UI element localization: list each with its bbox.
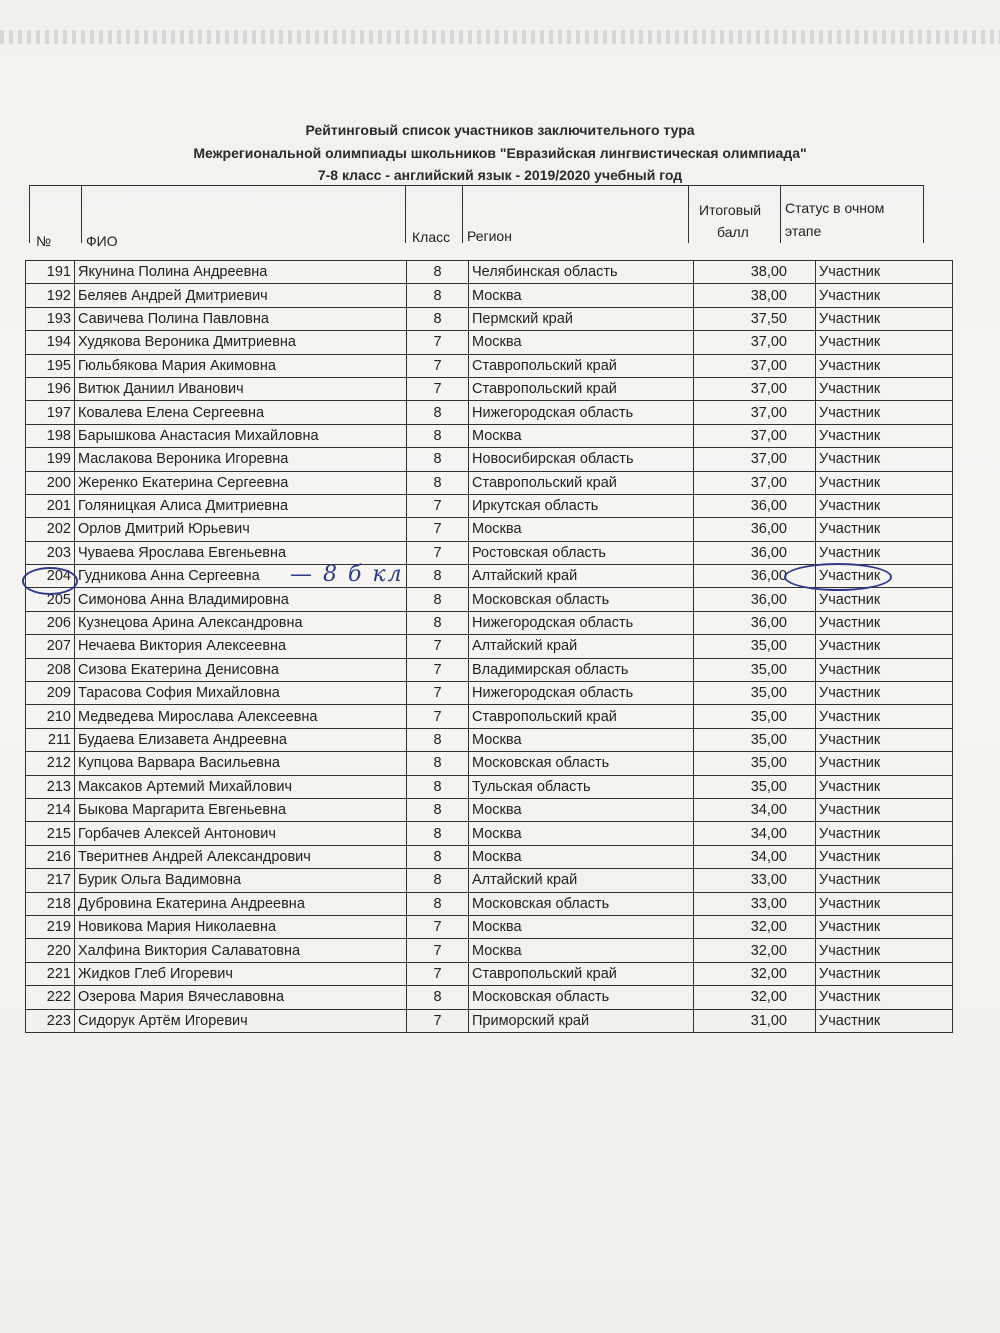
region-cell: Московская область (469, 752, 694, 775)
region-cell: Ставропольский край (469, 962, 694, 985)
handwritten-circle-status (784, 563, 892, 591)
region-cell: Ставропольский край (469, 377, 694, 400)
region-cell: Новосибирская область (469, 448, 694, 471)
score-cell: 35,00 (694, 752, 816, 775)
fio-cell: Халфина Виктория Салаватовна (75, 939, 407, 962)
score-cell: 36,00 (694, 541, 816, 564)
row-number-cell: 195 (26, 354, 75, 377)
status-cell: Участник (816, 565, 953, 588)
class-cell: 8 (407, 565, 469, 588)
fio-cell: Барышкова Анастасия Михайловна (75, 424, 407, 447)
table-row (26, 331, 953, 354)
region-cell: Алтайский край (469, 565, 694, 588)
status-cell: Участник (816, 752, 953, 775)
class-cell: 7 (407, 518, 469, 541)
class-cell: 7 (407, 939, 469, 962)
class-cell: 8 (407, 401, 469, 424)
region-cell: Москва (469, 915, 694, 938)
header-score-label-2: балл (717, 224, 749, 240)
region-cell: Москва (469, 798, 694, 821)
region-cell: Тульская область (469, 775, 694, 798)
fio-cell: Беляев Андрей Дмитриевич (75, 284, 407, 307)
handwritten-circle-row-number (22, 567, 78, 595)
fio-cell: Сизова Екатерина Денисовна (75, 658, 407, 681)
row-number-cell: 218 (26, 892, 75, 915)
row-number-cell: 219 (26, 915, 75, 938)
fio-cell: Быкова Маргарита Евгеньевна (75, 798, 407, 821)
status-cell: Участник (816, 1009, 953, 1032)
score-cell: 37,00 (694, 424, 816, 447)
table-row (26, 494, 953, 517)
class-cell: 7 (407, 962, 469, 985)
score-cell: 32,00 (694, 962, 816, 985)
score-cell: 37,00 (694, 354, 816, 377)
status-cell: Участник (816, 892, 953, 915)
class-cell: 7 (407, 1009, 469, 1032)
status-cell: Участник (816, 611, 953, 634)
fio-cell: Тверитнев Андрей Александрович (75, 845, 407, 868)
class-cell: 8 (407, 471, 469, 494)
row-number-cell: 205 (26, 588, 75, 611)
row-number-cell: 214 (26, 798, 75, 821)
results-table-body (26, 261, 953, 1033)
score-cell: 35,00 (694, 635, 816, 658)
score-cell: 35,00 (694, 682, 816, 705)
fio-cell: Тарасова София Михайловна (75, 682, 407, 705)
fio-cell: Купцова Варвара Васильевна (75, 752, 407, 775)
handwritten-note: — 8 б кл (290, 562, 404, 587)
table-row (26, 869, 953, 892)
status-cell: Участник (816, 822, 953, 845)
score-cell: 38,00 (694, 261, 816, 284)
fio-cell: Сидорук Артём Игоревич (75, 1009, 407, 1032)
status-cell: Участник (816, 798, 953, 821)
score-cell: 38,00 (694, 284, 816, 307)
table-row (26, 307, 953, 330)
class-cell: 8 (407, 728, 469, 751)
status-cell: Участник (816, 424, 953, 447)
fio-cell: Жидков Глеб Игоревич (75, 962, 407, 985)
table-row (26, 845, 953, 868)
table-row (26, 775, 953, 798)
region-cell: Нижегородская область (469, 401, 694, 424)
header-fio (81, 186, 405, 249)
class-cell: 8 (407, 261, 469, 284)
score-cell: 31,00 (694, 1009, 816, 1032)
status-cell: Участник (816, 471, 953, 494)
row-number-cell: 216 (26, 845, 75, 868)
fio-cell: Маслакова Вероника Игоревна (75, 448, 407, 471)
table-row (26, 1009, 953, 1032)
status-cell: Участник (816, 401, 953, 424)
class-cell: 7 (407, 635, 469, 658)
status-cell: Участник (816, 986, 953, 1009)
class-cell: 8 (407, 798, 469, 821)
header-score-label-1: Итоговый (699, 202, 762, 218)
row-number-cell: 217 (26, 869, 75, 892)
row-number-cell: 215 (26, 822, 75, 845)
score-cell: 36,00 (694, 588, 816, 611)
table-row (26, 424, 953, 447)
region-cell: Челябинская область (469, 261, 694, 284)
class-cell: 8 (407, 775, 469, 798)
row-number-cell: 221 (26, 962, 75, 985)
class-cell: 7 (407, 705, 469, 728)
status-cell: Участник (816, 962, 953, 985)
score-cell: 36,00 (694, 518, 816, 541)
fio-cell: Голяницкая Алиса Дмитриевна (75, 494, 407, 517)
class-cell: 8 (407, 845, 469, 868)
table-row (26, 518, 953, 541)
region-cell: Москва (469, 822, 694, 845)
row-number-cell: 223 (26, 1009, 75, 1032)
table-row (26, 798, 953, 821)
class-cell: 7 (407, 354, 469, 377)
table-row (26, 284, 953, 307)
fio-cell: Гюльбякова Мария Акимовна (75, 354, 407, 377)
class-cell: 7 (407, 915, 469, 938)
region-cell: Москва (469, 845, 694, 868)
status-cell: Участник (816, 635, 953, 658)
row-number-cell: 211 (26, 728, 75, 751)
header-region (462, 186, 688, 243)
header-status (780, 186, 923, 243)
status-cell: Участник (816, 518, 953, 541)
row-number-cell: 208 (26, 658, 75, 681)
fio-cell: Ковалева Елена Сергеевна (75, 401, 407, 424)
fio-cell: Жеренко Екатерина Сергеевна (75, 471, 407, 494)
fio-cell: Нечаева Виктория Алексеевна (75, 635, 407, 658)
class-cell: 8 (407, 448, 469, 471)
status-cell: Участник (816, 448, 953, 471)
region-cell: Москва (469, 331, 694, 354)
class-cell: 8 (407, 284, 469, 307)
status-cell: Участник (816, 354, 953, 377)
class-cell: 7 (407, 331, 469, 354)
class-cell: 7 (407, 682, 469, 705)
fio-cell: Гудникова Анна Сергеевна (75, 565, 407, 588)
row-number-cell: 191 (26, 261, 75, 284)
score-cell: 35,00 (694, 728, 816, 751)
row-number-cell: 200 (26, 471, 75, 494)
fio-cell: Бурик Ольга Вадимовна (75, 869, 407, 892)
header-no-label: № (36, 233, 52, 249)
row-number-cell: 213 (26, 775, 75, 798)
results-table (25, 260, 953, 1033)
status-cell: Участник (816, 331, 953, 354)
fio-cell: Озерова Мария Вячеславовна (75, 986, 407, 1009)
status-cell: Участник (816, 845, 953, 868)
table-row (26, 611, 953, 634)
score-cell: 37,00 (694, 377, 816, 400)
row-number-cell: 202 (26, 518, 75, 541)
header-score (688, 186, 780, 243)
score-cell: 35,00 (694, 775, 816, 798)
region-cell: Нижегородская область (469, 682, 694, 705)
region-cell: Москва (469, 424, 694, 447)
region-cell: Ставропольский край (469, 471, 694, 494)
document-title-line-2: Межрегиональной олимпиады школьников "Евразийская лингвистическая олимпиада" (193, 145, 807, 161)
header-status-label-2: этапе (785, 223, 822, 239)
table-row (26, 448, 953, 471)
score-cell: 32,00 (694, 939, 816, 962)
class-cell: 8 (407, 588, 469, 611)
status-cell: Участник (816, 588, 953, 611)
region-cell: Владимирская область (469, 658, 694, 681)
score-cell: 32,00 (694, 915, 816, 938)
region-cell: Иркутская область (469, 494, 694, 517)
document-title-line-3: 7-8 класс - английский язык - 2019/2020 учебный год (317, 167, 683, 183)
class-cell: 8 (407, 892, 469, 915)
row-number-cell: 194 (26, 331, 75, 354)
region-cell: Ростовская область (469, 541, 694, 564)
table-row (26, 658, 953, 681)
class-cell: 8 (407, 307, 469, 330)
header-fio-label: ФИО (86, 233, 118, 249)
score-cell: 33,00 (694, 892, 816, 915)
region-cell: Нижегородская область (469, 611, 694, 634)
table-header (29, 185, 924, 249)
class-cell: 8 (407, 869, 469, 892)
score-cell: 35,00 (694, 658, 816, 681)
status-cell: Участник (816, 541, 953, 564)
row-number-cell: 209 (26, 682, 75, 705)
score-cell: 36,00 (694, 611, 816, 634)
header-class (405, 186, 462, 243)
score-cell: 37,00 (694, 401, 816, 424)
fio-cell: Дубровина Екатерина Андреевна (75, 892, 407, 915)
score-cell: 32,00 (694, 986, 816, 1009)
table-row (26, 962, 953, 985)
class-cell: 8 (407, 424, 469, 447)
score-cell: 34,00 (694, 822, 816, 845)
table-row (26, 635, 953, 658)
fio-cell: Кузнецова Арина Александровна (75, 611, 407, 634)
status-cell: Участник (816, 869, 953, 892)
score-cell: 37,00 (694, 448, 816, 471)
row-number-cell: 210 (26, 705, 75, 728)
region-cell: Московская область (469, 892, 694, 915)
status-cell: Участник (816, 377, 953, 400)
score-cell: 37,00 (694, 331, 816, 354)
region-cell: Ставропольский край (469, 354, 694, 377)
perforation-strip (0, 30, 1000, 44)
table-row (26, 892, 953, 915)
region-cell: Москва (469, 728, 694, 751)
status-cell: Участник (816, 775, 953, 798)
region-cell: Приморский край (469, 1009, 694, 1032)
score-cell: 36,00 (694, 565, 816, 588)
region-cell: Пермский край (469, 307, 694, 330)
table-row (26, 377, 953, 400)
region-cell: Алтайский край (469, 635, 694, 658)
class-cell: 7 (407, 541, 469, 564)
fio-cell: Медведева Мирослава Алексеевна (75, 705, 407, 728)
class-cell: 7 (407, 494, 469, 517)
score-cell: 36,00 (694, 494, 816, 517)
table-row (26, 401, 953, 424)
region-cell: Москва (469, 518, 694, 541)
row-number-cell: 192 (26, 284, 75, 307)
status-cell: Участник (816, 658, 953, 681)
score-cell: 34,00 (694, 845, 816, 868)
table-row (26, 261, 953, 284)
class-cell: 8 (407, 752, 469, 775)
region-cell: Алтайский край (469, 869, 694, 892)
status-cell: Участник (816, 307, 953, 330)
fio-cell: Чуваева Ярослава Евгеньевна (75, 541, 407, 564)
table-row (26, 915, 953, 938)
status-cell: Участник (816, 284, 953, 307)
score-cell: 34,00 (694, 798, 816, 821)
header-region-label: Регион (467, 228, 512, 244)
row-number-cell: 201 (26, 494, 75, 517)
row-number-cell: 220 (26, 939, 75, 962)
table-row (26, 588, 953, 611)
status-cell: Участник (816, 939, 953, 962)
table-row (26, 752, 953, 775)
status-cell: Участник (816, 915, 953, 938)
table-row (26, 354, 953, 377)
row-number-cell: 197 (26, 401, 75, 424)
table-row (26, 728, 953, 751)
fio-cell: Худякова Вероника Дмитриевна (75, 331, 407, 354)
region-cell: Московская область (469, 986, 694, 1009)
fio-cell: Витюк Даниил Иванович (75, 377, 407, 400)
fio-cell: Максаков Артемий Михайлович (75, 775, 407, 798)
row-number-cell: 212 (26, 752, 75, 775)
header-no (29, 186, 81, 249)
fio-cell: Новикова Мария Николаевна (75, 915, 407, 938)
row-number-cell: 196 (26, 377, 75, 400)
table-row (26, 822, 953, 845)
table-row (26, 471, 953, 494)
fio-cell: Орлов Дмитрий Юрьевич (75, 518, 407, 541)
fio-cell: Будаева Елизавета Андреевна (75, 728, 407, 751)
row-number-cell: 198 (26, 424, 75, 447)
table-row (26, 986, 953, 1009)
fio-cell: Якунина Полина Андреевна (75, 261, 407, 284)
row-number-cell: 204 (26, 565, 75, 588)
status-cell: Участник (816, 682, 953, 705)
region-cell: Ставропольский край (469, 705, 694, 728)
header-class-label: Класс (412, 229, 451, 245)
status-cell: Участник (816, 261, 953, 284)
score-cell: 33,00 (694, 869, 816, 892)
class-cell: 7 (407, 377, 469, 400)
table-row (26, 705, 953, 728)
document-title-line-1: Рейтинговый список участников заключительного тура (305, 122, 695, 138)
score-cell: 35,00 (694, 705, 816, 728)
score-cell: 37,00 (694, 471, 816, 494)
row-number-cell: 199 (26, 448, 75, 471)
class-cell: 7 (407, 658, 469, 681)
row-number-cell: 222 (26, 986, 75, 1009)
class-cell: 8 (407, 986, 469, 1009)
score-cell: 37,50 (694, 307, 816, 330)
status-cell: Участник (816, 728, 953, 751)
row-number-cell: 206 (26, 611, 75, 634)
region-cell: Московская область (469, 588, 694, 611)
table-row (26, 939, 953, 962)
fio-cell: Горбачев Алексей Антонович (75, 822, 407, 845)
class-cell: 8 (407, 611, 469, 634)
fio-cell: Симонова Анна Владимировна (75, 588, 407, 611)
table-row (26, 541, 953, 564)
row-number-cell: 193 (26, 307, 75, 330)
row-number-cell: 207 (26, 635, 75, 658)
status-cell: Участник (816, 705, 953, 728)
class-cell: 8 (407, 822, 469, 845)
region-cell: Москва (469, 939, 694, 962)
fio-cell: Савичева Полина Павловна (75, 307, 407, 330)
table-row (26, 682, 953, 705)
row-number-cell: 203 (26, 541, 75, 564)
status-cell: Участник (816, 494, 953, 517)
header-status-label-1: Статус в очном (785, 200, 885, 216)
region-cell: Москва (469, 284, 694, 307)
